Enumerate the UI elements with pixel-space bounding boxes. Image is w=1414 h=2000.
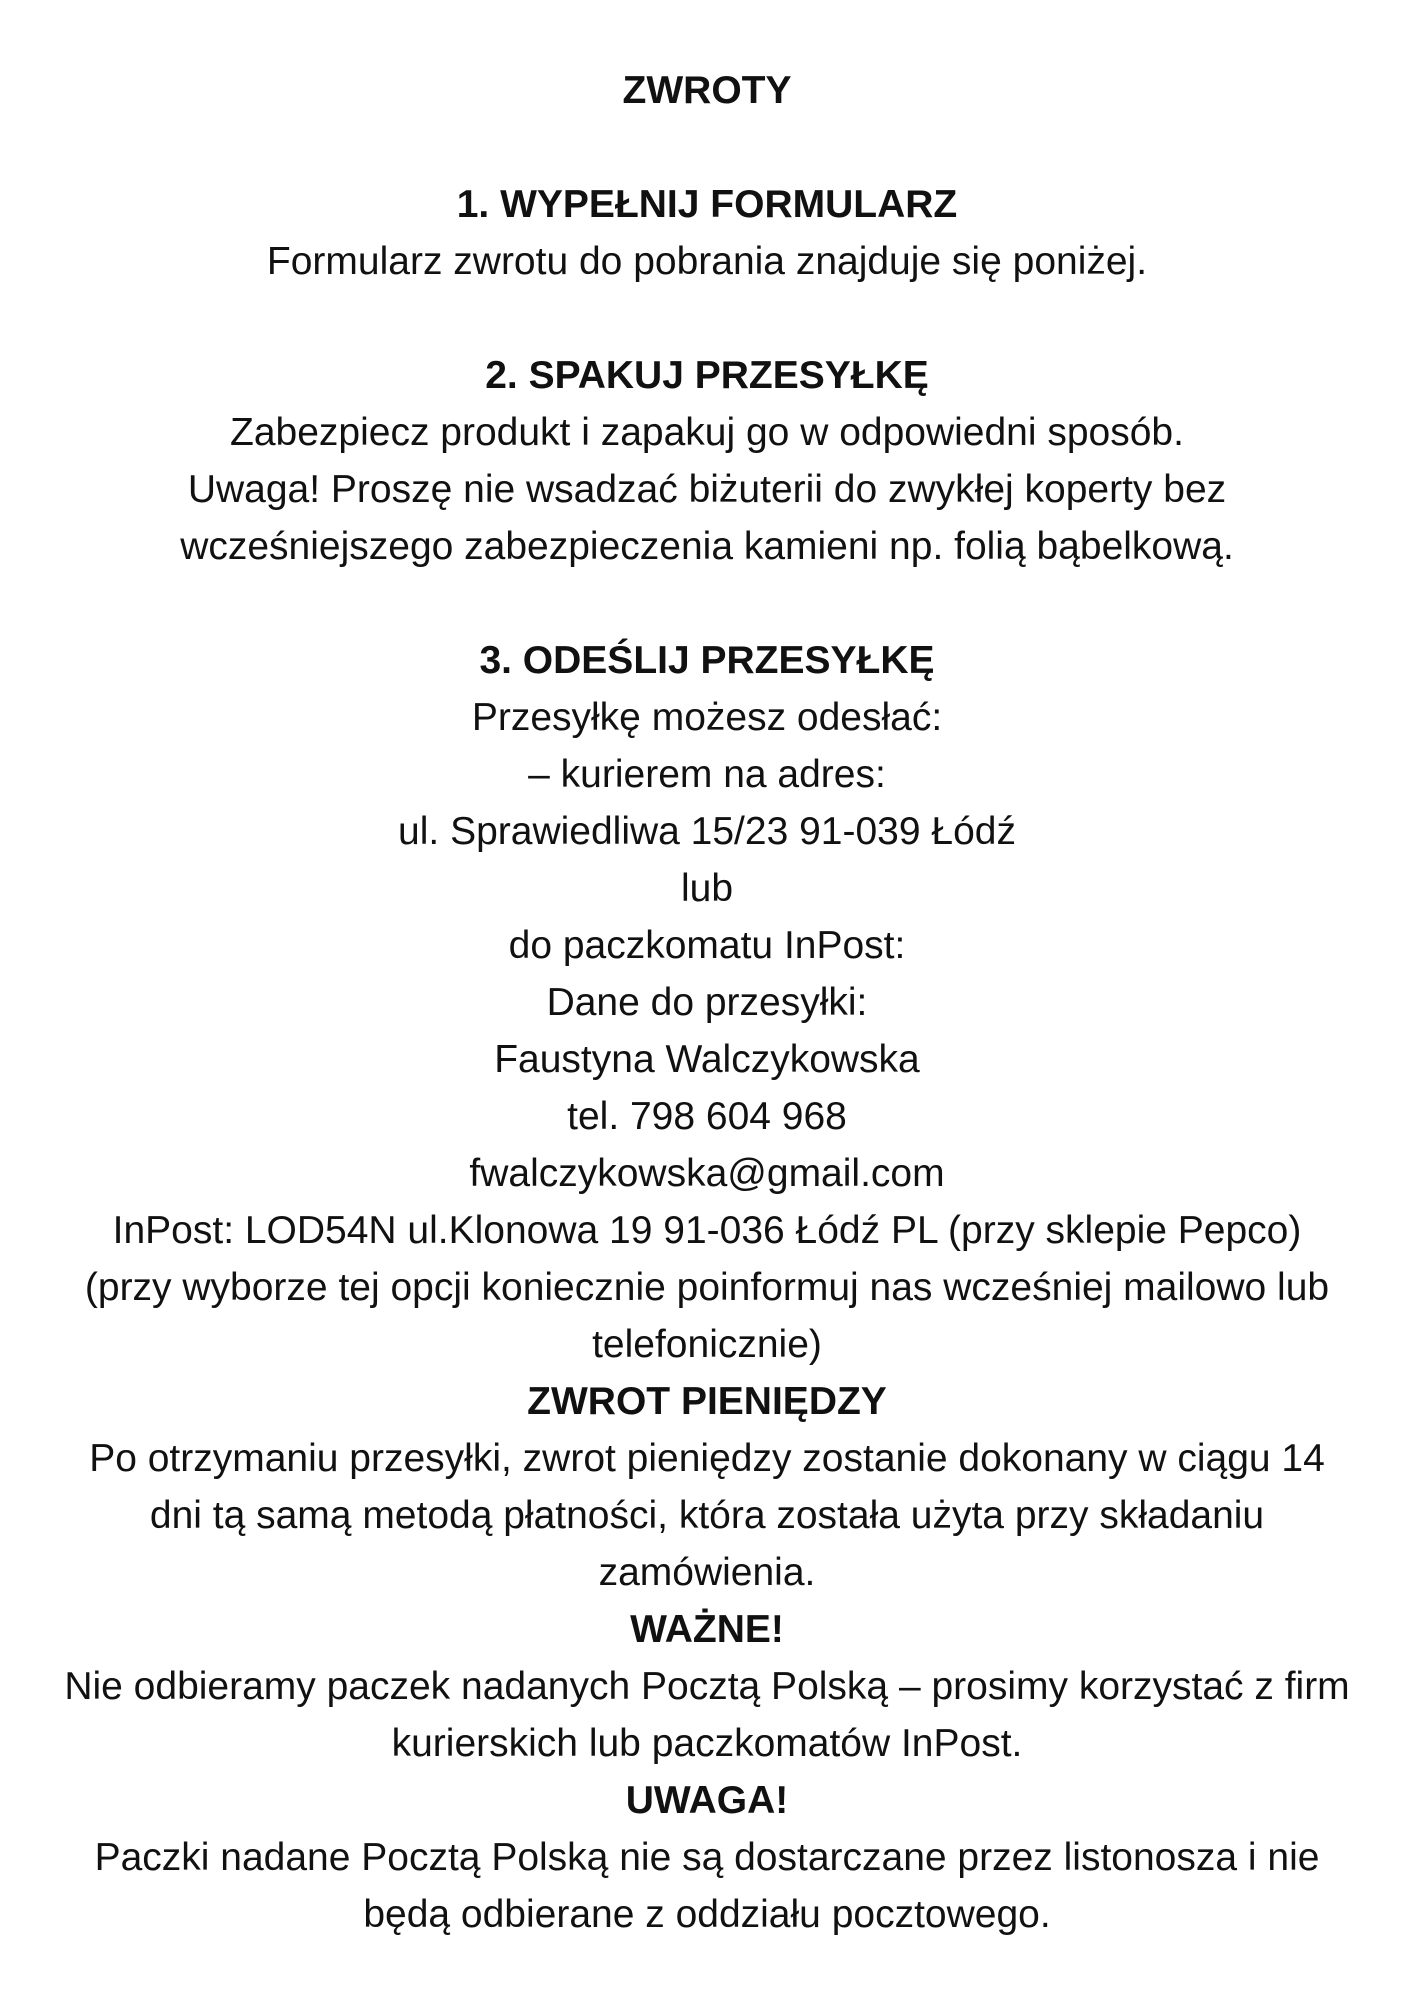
text-line: Nie odbieramy paczek nadanych Pocztą Polską – prosimy korzystać z firm (64, 1665, 1350, 1708)
step-pack-parcel (0, 347, 1414, 575)
text-line: Formularz zwrotu do pobrania znajduje się poniżej. (266, 240, 1148, 283)
text-line: Przesyłkę możesz odesłać: (471, 696, 943, 739)
address-line: ul. Sprawiedliwa 15/23 91-039 Łódź (398, 810, 1016, 853)
text-line: kurierskich lub paczkomatów InPost. (391, 1722, 1023, 1765)
page-title: ZWROTY (622, 69, 792, 112)
text-line: zamówienia. (598, 1551, 816, 1594)
text-line: – kurierem na adres: (528, 753, 886, 796)
text-line: Po otrzymaniu przesyłki, zwrot pieniędzy zostanie dokonany w ciągu 14 (89, 1437, 1325, 1480)
text-line: telefonicznie) (592, 1323, 822, 1366)
section-heading: WAŻNE! (630, 1608, 784, 1651)
section-heading: ZWROT PIENIĘDZY (527, 1380, 887, 1423)
text-line: do paczkomatu InPost: (508, 924, 906, 967)
text-line: będą odbierane z oddziału pocztowego. (363, 1893, 1051, 1936)
section-heading: UWAGA! (625, 1779, 789, 1822)
phone-number: tel. 798 604 968 (567, 1095, 847, 1138)
text-line: Paczki nadane Pocztą Polską nie są dostarczane przez listonosza i nie (94, 1836, 1320, 1879)
recipient-name: Faustyna Walczykowska (494, 1038, 920, 1081)
step-heading: 1. WYPEŁNIJ FORMULARZ (456, 183, 958, 226)
step-fill-form (0, 176, 1414, 290)
email-address: fwalczykowska@gmail.com (469, 1152, 945, 1195)
warning-section (0, 1772, 1414, 1943)
inpost-locker-address: InPost: LOD54N ul.Klonowa 19 91-036 Łódź PL (przy sklepie Pepco) (112, 1209, 1302, 1252)
text-line: dni tą samą metodą płatności, która została użyta przy składaniu (149, 1494, 1265, 1537)
text-line: Zabezpiecz produkt i zapakuj go w odpowiedni sposób. (230, 411, 1184, 454)
step-send-parcel (0, 632, 1414, 1373)
step-heading: 2. SPAKUJ PRZESYŁKĘ (485, 354, 929, 397)
text-line: (przy wyborze tej opcji koniecznie poinformuj nas wcześniej mailowo lub (84, 1266, 1330, 1309)
text-line: Uwaga! Proszę nie wsadzać biżuterii do zwykłej koperty bez (187, 468, 1227, 511)
text-line: lub (680, 867, 734, 910)
step-heading: 3. ODEŚLIJ PRZESYŁKĘ (479, 639, 935, 682)
text-line: wcześniejszego zabezpieczenia kamieni np. folią bąbelkową. (180, 525, 1234, 568)
refund-section (0, 1373, 1414, 1601)
text-line: Dane do przesyłki: (546, 981, 868, 1024)
important-section (0, 1601, 1414, 1772)
